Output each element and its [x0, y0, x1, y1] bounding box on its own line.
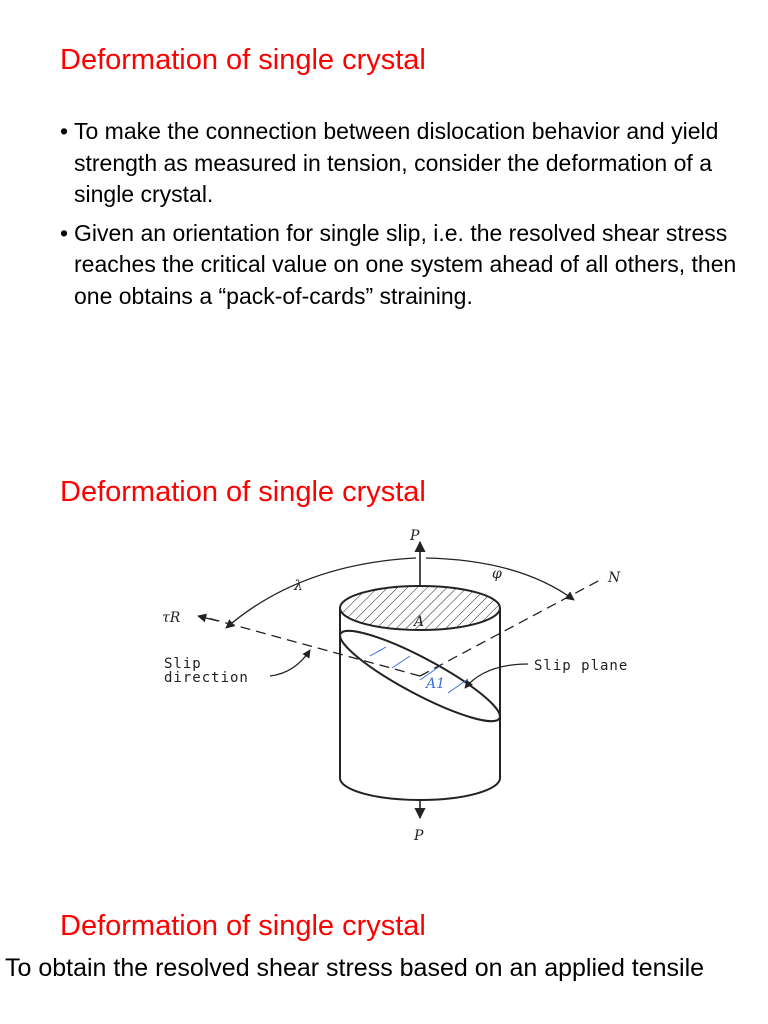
bullet-dot: • [60, 219, 69, 246]
slide-3-body-text: To obtain the resolved shear stress based on an applied tensile [5, 954, 705, 982]
slip-plane-leader [465, 664, 528, 688]
slide-2-title: Deformation of single crystal [60, 476, 426, 508]
slide-3-title: Deformation of single crystal [60, 910, 426, 942]
slip-direction-label-line1: Slip [164, 656, 202, 672]
slide-1-bullet-list [60, 116, 750, 319]
bullet-item [60, 116, 750, 211]
normal-label: N [608, 570, 621, 586]
bullet-text: To make the connection between dislocation behavior and yield strength as measured in tension, consider the deformation of a single crystal. [74, 118, 719, 207]
area-label: A [414, 614, 425, 630]
area-slip-label: A1 [426, 676, 446, 692]
bullet-text: Given an orientation for single slip, i.e. the resolved shear stress reaches the critical value on one system ahead of all others, then one obtains a “pack-of-cards” straining. [74, 219, 737, 309]
phi-label: φ [492, 566, 502, 582]
lambda-label: λ [294, 578, 303, 594]
bullet-dot: • [60, 118, 69, 144]
slide-1-title: Deformation of single crystal [60, 44, 426, 76]
bullet-item [60, 218, 750, 313]
load-label-top: P [410, 528, 420, 544]
single-crystal-slip-diagram [130, 528, 670, 846]
tau-label: τR [162, 610, 181, 626]
load-label-bottom: P [414, 828, 424, 844]
tau-arrow [198, 616, 218, 621]
slip-direction-leader [270, 650, 310, 676]
slip-direction-label-line2: direction [164, 670, 249, 686]
slip-plane-label: Slip plane [534, 658, 629, 674]
